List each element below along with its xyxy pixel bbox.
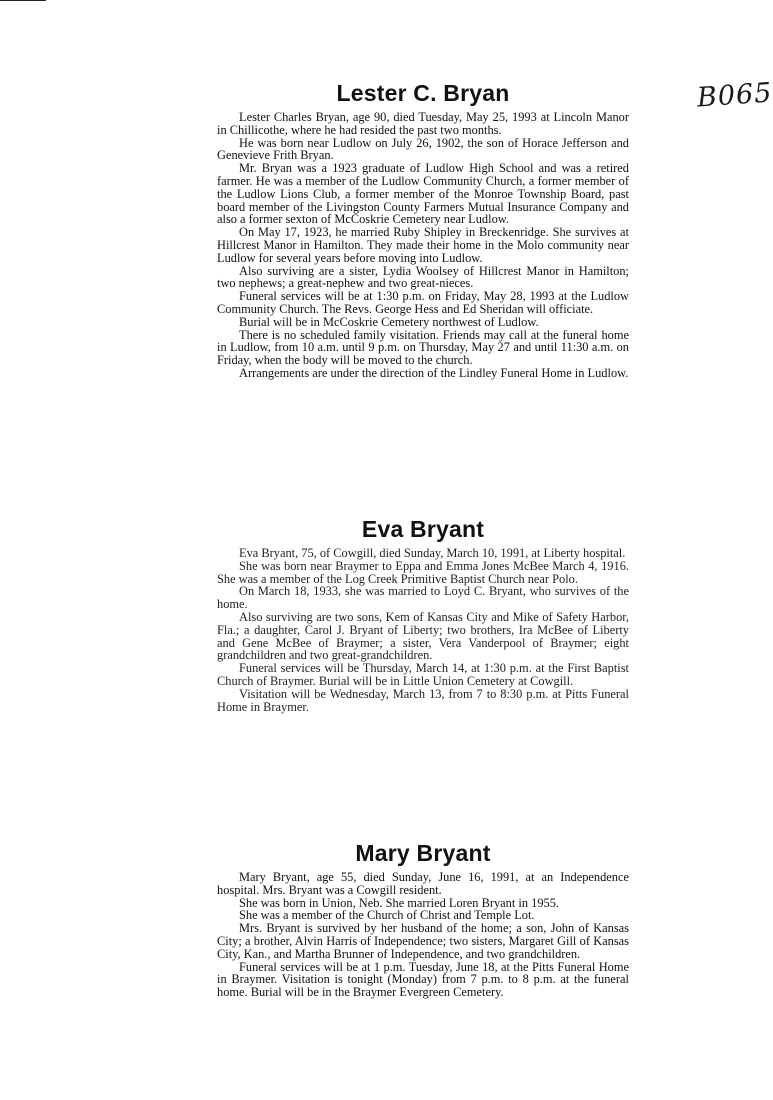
obituary-paragraph: Arrangements are under the direction of the Lindley Funeral Home in Ludlow.: [239, 365, 629, 380]
obituary-paragraph: Also surviving are a sister, Lydia Woolsey of Hillcrest Manor in Hamilton; two nephews; a great-nephew and two great-nieces.: [217, 263, 629, 291]
obituary-paragraph: Also surviving are two sons, Kem of Kansas City and Mike of Safety Harbor, Fla.; a daughter, Carol J. Bryant of Liberty; two brothers, Ira McBee of Liberty and Gene McBee of Braymer; a sister, Vera Vanderpool of Braymer; eight grandchildren and two great-grandchildren.: [217, 609, 629, 663]
obituary-paragraph: She was born in Union, Neb. She married Loren Bryant in 1955.: [239, 895, 560, 910]
obituary-title: Eva Bryant: [361, 516, 485, 542]
obituary-paragraph: Funeral services will be Thursday, March 14, at 1:30 p.m. at the First Baptist Church of Braymer. Burial will be in Little Union Cemetery at Cowgill.: [217, 661, 629, 688]
obituary-body: [217, 871, 629, 999]
obituary-paragraph: Lester Charles Bryan, age 90, died Tuesday, May 25, 1993 at Lincoln Manor in Chillicothe, where he had resided the past two months.: [217, 110, 629, 137]
obituary-body: [217, 111, 629, 380]
obituary-paragraph: He was born near Ludlow on July 26, 1902, the son of Horace Jefferson and Genevieve Frith Bryan.: [217, 135, 629, 163]
obituary-paragraph: Funeral services will be at 1 p.m. Tuesday, June 18, at the Pitts Funeral Home in Braymer. Visitation is tonight (Monday) from 7 p.m. to 8 p.m. at the funeral home. Burial will be in the Braymer Evergreen Cemetery.: [217, 959, 629, 1000]
obituary-paragraph: Mr. Bryan was a 1923 graduate of Ludlow High School and was a retired farmer. He was a member of the Ludlow Community Church, a former member of the Ludlow Lions Club, a former member of the Monroe Township Board, past board member of the Livingston County Farmers Mutual Insurance Company and also a former sexton of McCoskrie Cemetery near Ludlow.: [217, 161, 629, 227]
obituary-title: Mary Bryant: [355, 840, 491, 866]
obituary-paragraph: Mrs. Bryant is survived by her husband of the home; a son, John of Kansas City; a brother, Alvin Harris of Independence; two sisters, Margaret Gill of Kansas City, Kan., and Martha Brunner of Independence, and two grandchildren.: [217, 921, 629, 961]
corner-rule: [0, 0, 46, 1]
obituary-paragraph: Eva Bryant, 75, of Cowgill, died Sunday, March 10, 1991, at Liberty hospital.: [239, 546, 626, 560]
handwritten-archive-code: B065: [696, 77, 773, 114]
obituary-paragraph: She was a member of the Church of Christ and Temple Lot.: [239, 908, 535, 923]
obituary-paragraph: On March 18, 1933, she was married to Loyd C. Bryant, who survives of the home.: [217, 584, 629, 612]
obituary-paragraph: Funeral services will be at 1:30 p.m. on Friday, May 28, 1993 at the Ludlow Community Church. The Revs. George Hess and Ed Sheridan will officiate.: [217, 289, 629, 316]
obituary-title: Lester C. Bryan: [336, 80, 510, 106]
obituary-paragraph: She was born near Braymer to Eppa and Emma Jones McBee March 4, 1916. She was a member of the Log Creek Primitive Baptist Church near Polo.: [217, 558, 629, 586]
obituary-paragraph: Visitation will be Wednesday, March 13, from 7 to 8:30 p.m. at Pitts Funeral Home in Braymer.: [217, 686, 629, 714]
obituary-paragraph: On May 17, 1923, he married Ruby Shipley in Breckenridge. She survives at Hillcrest Manor in Hamilton. They made their home in the Molo community near Ludlow for several years before moving into Ludlow.: [217, 225, 629, 265]
obituary-lester-bryan: [217, 80, 629, 380]
obituary-paragraph: Mary Bryant, age 55, died Sunday, June 16, 1991, at an Independence hospital. Mrs. Bryant was a Cowgill resident.: [217, 870, 629, 897]
obituary-eva-bryant: [217, 516, 629, 713]
obituary-body: [217, 547, 629, 713]
obituary-mary-bryant: [217, 840, 629, 999]
obituary-paragraph: There is no scheduled family visitation. Friends may call at the funeral home in Ludlow, from 10 a.m. until 9 p.m. on Thursday, May 27 and until 11:30 a.m. on Friday, when the body will be moved to the church.: [217, 327, 629, 368]
obituary-paragraph: Burial will be in McCoskrie Cemetery northwest of Ludlow.: [239, 314, 539, 329]
